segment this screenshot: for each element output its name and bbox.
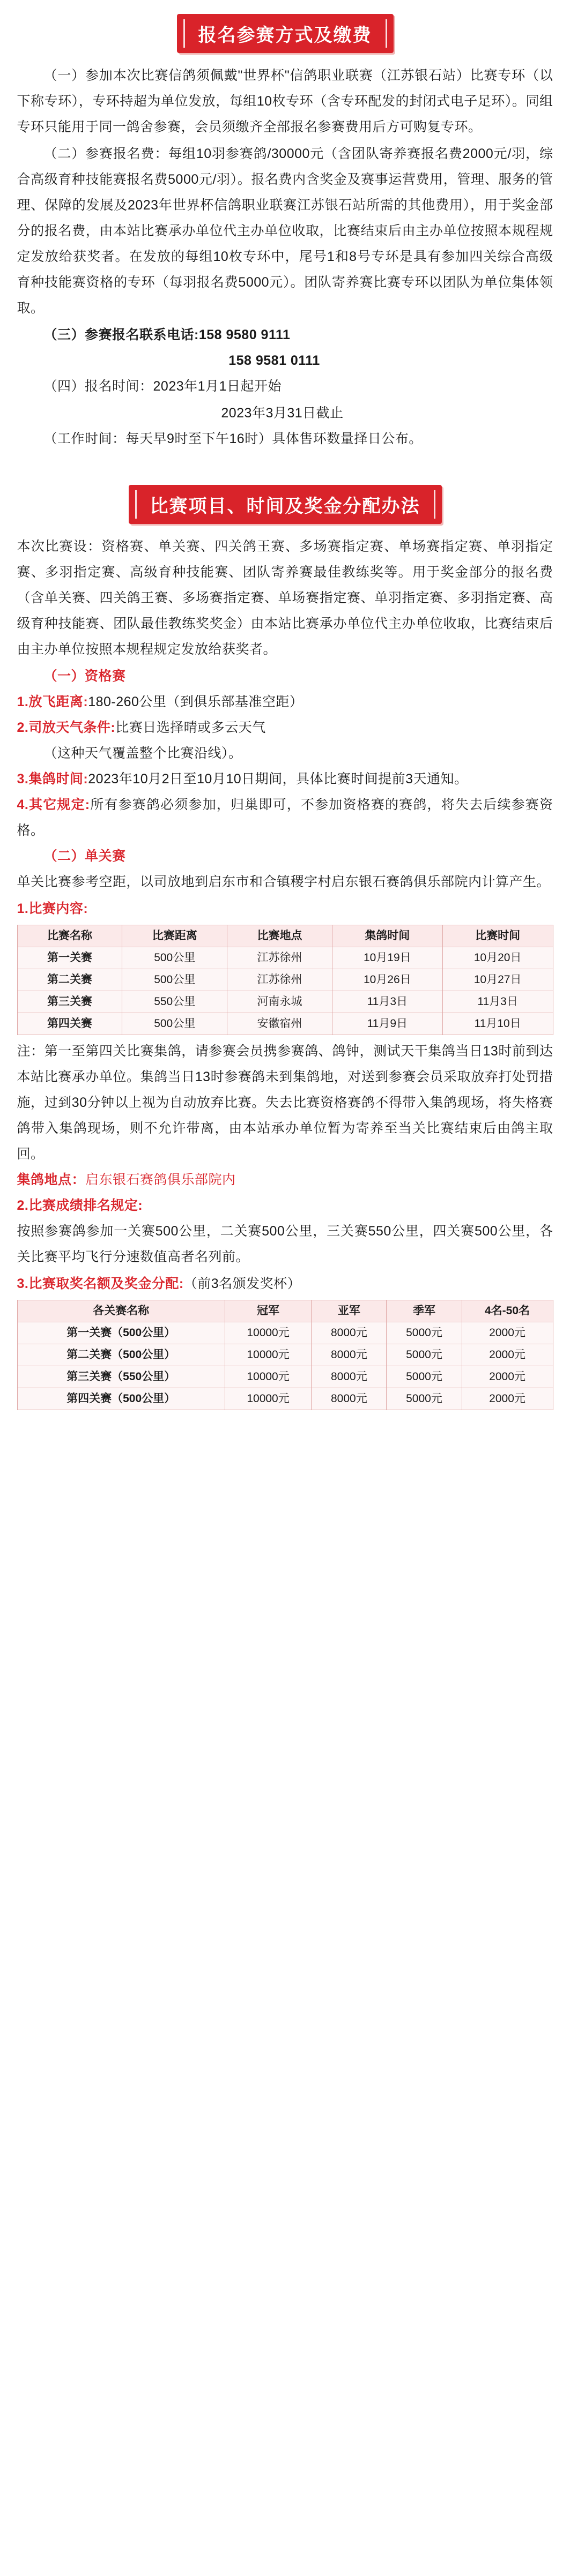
race-cell: 500公里	[122, 1013, 227, 1035]
qualifier-item-4-text: 2023年10月2日至10月10日期间，具体比赛时间提前3天通知。	[88, 772, 468, 787]
race-cell: 第一关赛	[17, 947, 122, 969]
race-cell: 11月9日	[332, 1013, 442, 1035]
bottom-spacer	[0, 1413, 570, 1435]
prize-col-rest: 4名-50名	[462, 1300, 553, 1322]
table-row	[17, 947, 553, 969]
race-note: 注：第一至第四关比赛集鸽，请参赛会员携参赛鸽、鸽钟，测试天干集鸽当日13时前到达本站比赛承办单位。集鸽当日13时参赛鸽未到集鸽地，对送到参赛会员采取放弃打处罚措施，过到30分钟以上视为自动放弃比赛。失去比赛资格赛鸽不得带入集鸽现场，将失格赛鸽带入集鸽现场，则不允许带离，由本站承办单位暂为寄养至当关比赛结束后由鸽主取回。	[17, 1044, 553, 1162]
race-col-distance: 比赛距离	[122, 925, 227, 947]
section-banner-registration	[0, 0, 570, 63]
race-cell: 500公里	[122, 969, 227, 991]
race-cell: 11月3日	[442, 991, 553, 1013]
race-cell: 10月27日	[442, 969, 553, 991]
prize-cell: 2000元	[462, 1388, 553, 1410]
race-cell: 第四关赛	[17, 1013, 122, 1035]
registration-paragraph-1: （一）参加本次比赛信鸽须佩戴"世界杯"信鸽职业联赛（江苏银石站）比赛专环（以下称专环），专环持超为单位发放，每组10枚专环（含专环配发的封闭式电子足环）。同组专环只能用于同一鸽舍参赛，会员须缴齐全部报名参赛费用后方可购复专环。	[17, 68, 553, 134]
contact-phone-2-line: 158 9581 0111	[228, 353, 320, 368]
prize-title-label: 3.比赛取奖名额及奖金分配:	[17, 1276, 184, 1291]
prize-cell: 2000元	[462, 1344, 553, 1366]
race-cell: 11月3日	[332, 991, 442, 1013]
prize-cell: 10000元	[225, 1322, 311, 1344]
table-row	[17, 1013, 553, 1035]
prize-cell: 8000元	[312, 1344, 387, 1366]
qualifier-item-1	[17, 689, 553, 715]
race-cell: 江苏徐州	[227, 947, 332, 969]
prize-cell: 5000元	[387, 1344, 462, 1366]
race-schedule-table	[17, 925, 553, 1035]
prize-cell: 第一关赛（500公里）	[17, 1322, 225, 1344]
events-intro: 本次比赛设：资格赛、单关赛、四关鸽王赛、多场赛指定赛、单场赛指定赛、单羽指定赛、多羽指定赛、高级育种技能赛、团队寄养赛最佳教练奖等。用于奖金部分的报名费（含单关赛、四关鸽王赛、多场赛指定赛、单场赛指定赛、单羽指定赛、多羽指定赛、高级育种技能赛、团队最佳教练奖奖金）由本站比赛承办单位代主办单位收取，比赛结束后由主办单位按照本规程规定发放给获奖者。	[17, 539, 553, 657]
prize-col-second: 亚军	[312, 1300, 387, 1322]
gather-location-line	[17, 1167, 553, 1193]
race-cell: 江苏徐州	[227, 969, 332, 991]
section-banner-events	[0, 471, 570, 534]
race-cell: 10月19日	[332, 947, 442, 969]
qualifier-item-2-text: 比赛日选择晴或多云天气	[115, 720, 266, 735]
race-cell: 第三关赛	[17, 991, 122, 1013]
race-cell: 安徽宿州	[227, 1013, 332, 1035]
registration-time-label: （四）报名时间：	[43, 379, 153, 394]
qualifier-item-5-label: 4.其它规定:	[17, 797, 90, 812]
qualifier-item-1-text: 180-260公里（到俱乐部基准空距）	[88, 694, 303, 709]
race-cell: 第二关赛	[17, 969, 122, 991]
prize-col-race: 各关赛名称	[17, 1300, 225, 1322]
registration-time-line	[17, 373, 553, 399]
table-row	[17, 969, 553, 991]
prize-cell: 8000元	[312, 1322, 387, 1344]
race-cell: 500公里	[122, 947, 227, 969]
race-col-gather-time: 集鸽时间	[332, 925, 442, 947]
qualifier-item-5-text: 所有参赛鸽必须参加，归巢即可，不参加资格赛的赛鸽，将失去后续参赛资格。	[17, 797, 553, 838]
single-race-desc: 单关比赛参考空距，以司放地到启东市和合镇稷字村启东银石赛鸽俱乐部院内计算产生。	[17, 874, 551, 889]
group-title-qualifier: （一）资格赛	[43, 669, 126, 684]
registration-section	[17, 63, 553, 452]
qualifier-item-5	[17, 792, 553, 843]
prize-cell: 10000元	[225, 1344, 311, 1366]
group-title-single-race: （二）单关赛	[43, 849, 126, 864]
prize-cell: 第四关赛（500公里）	[17, 1388, 225, 1410]
race-col-race-time: 比赛时间	[442, 925, 553, 947]
prize-cell: 10000元	[225, 1366, 311, 1388]
contact-label: （三）参赛报名联系电话:	[43, 327, 199, 342]
table-row	[17, 1388, 553, 1410]
qualifier-item-2	[17, 715, 553, 740]
qualifier-item-1-label: 1.放飞距离:	[17, 694, 88, 709]
prize-cell: 5000元	[387, 1322, 462, 1344]
race-col-name: 比赛名称	[17, 925, 122, 947]
prize-cell: 2000元	[462, 1366, 553, 1388]
prize-title-note: （前3名颁发奖杯）	[183, 1276, 301, 1291]
race-cell: 10月20日	[442, 947, 553, 969]
registration-paragraph-2: （二）参赛报名费：每组10羽参赛鸽/30000元（含团队寄养赛报名费2000元/羽，综合高级育种技能赛报名费5000元/羽）。报名费内含奖金及赛事运营费用，管理、服务的管理、保障的发展及2023年世界杯信鸽职业联赛江苏银石站所需的其他费用），用于奖金部分的报名费，由本站比赛承办单位代主办单位收取，比赛结束后由主办单位按照本规程规定发放给获奖者。在发放的每组10枚专环中，尾号1和8号专环是具有参加四关综合高级育种技能赛资格的专环（每羽报名费5000元）。团队寄养赛比赛专环以团队为单位集体领取。	[17, 146, 553, 316]
prize-cell: 8000元	[312, 1388, 387, 1410]
prize-cell: 第三关赛（550公里）	[17, 1366, 225, 1388]
table-row	[17, 1344, 553, 1366]
prize-col-third: 季军	[387, 1300, 462, 1322]
registration-time-start: 2023年1月1日起开始	[153, 379, 282, 394]
rank-rule-title: 2.比赛成绩排名规定:	[17, 1198, 143, 1213]
registration-time-end-line: 2023年3月31日截止	[221, 406, 344, 421]
table-header-row	[17, 1300, 553, 1322]
prize-cell: 5000元	[387, 1388, 462, 1410]
prize-cell: 8000元	[312, 1366, 387, 1388]
qualifier-item-4-label: 3.集鸽时间:	[17, 772, 88, 787]
qualifier-item-2-label: 2.司放天气条件:	[17, 720, 116, 735]
gather-location-label: 集鸽地点：	[17, 1172, 86, 1187]
race-cell: 河南永城	[227, 991, 332, 1013]
contact-phone-1: 158 9580 9111	[198, 327, 291, 342]
prize-cell: 5000元	[387, 1366, 462, 1388]
race-cell: 10月26日	[332, 969, 442, 991]
qualifier-item-4	[17, 766, 553, 792]
qualifier-item-3-text: （这种天气覆盖整个比赛沿线）。	[43, 746, 242, 761]
prize-title-line	[17, 1271, 553, 1297]
banner-title-registration: 报名参赛方式及缴费	[177, 14, 394, 53]
race-content-title: 1.比赛内容:	[17, 901, 88, 916]
qualifier-item-3	[17, 740, 553, 766]
banner-title-events: 比赛项目、时间及奖金分配办法	[129, 485, 442, 524]
gather-location-value: 启东银石赛鸽俱乐部院内	[85, 1172, 236, 1187]
registration-worktime: （工作时间：每天早9时至下午16时）具体售环数量择日公布。	[43, 431, 423, 446]
race-col-location: 比赛地点	[227, 925, 332, 947]
race-cell: 550公里	[122, 991, 227, 1013]
events-section	[17, 534, 553, 1410]
table-row	[17, 1366, 553, 1388]
prize-col-first: 冠军	[225, 1300, 311, 1322]
rank-rule-desc: 按照参赛鸽参加一关赛500公里，二关赛500公里，三关赛550公里，四关赛500公里，各关比赛平均飞行分速数值高者名列前。	[17, 1224, 553, 1264]
prize-cell: 2000元	[462, 1322, 553, 1344]
prize-cell: 10000元	[225, 1388, 311, 1410]
prize-table	[17, 1300, 553, 1410]
table-row	[17, 1322, 553, 1344]
race-cell: 11月10日	[442, 1013, 553, 1035]
contact-line	[17, 322, 553, 348]
table-row	[17, 991, 553, 1013]
table-header-row	[17, 925, 553, 947]
section-spacer	[0, 453, 570, 471]
prize-cell: 第二关赛（500公里）	[17, 1344, 225, 1366]
